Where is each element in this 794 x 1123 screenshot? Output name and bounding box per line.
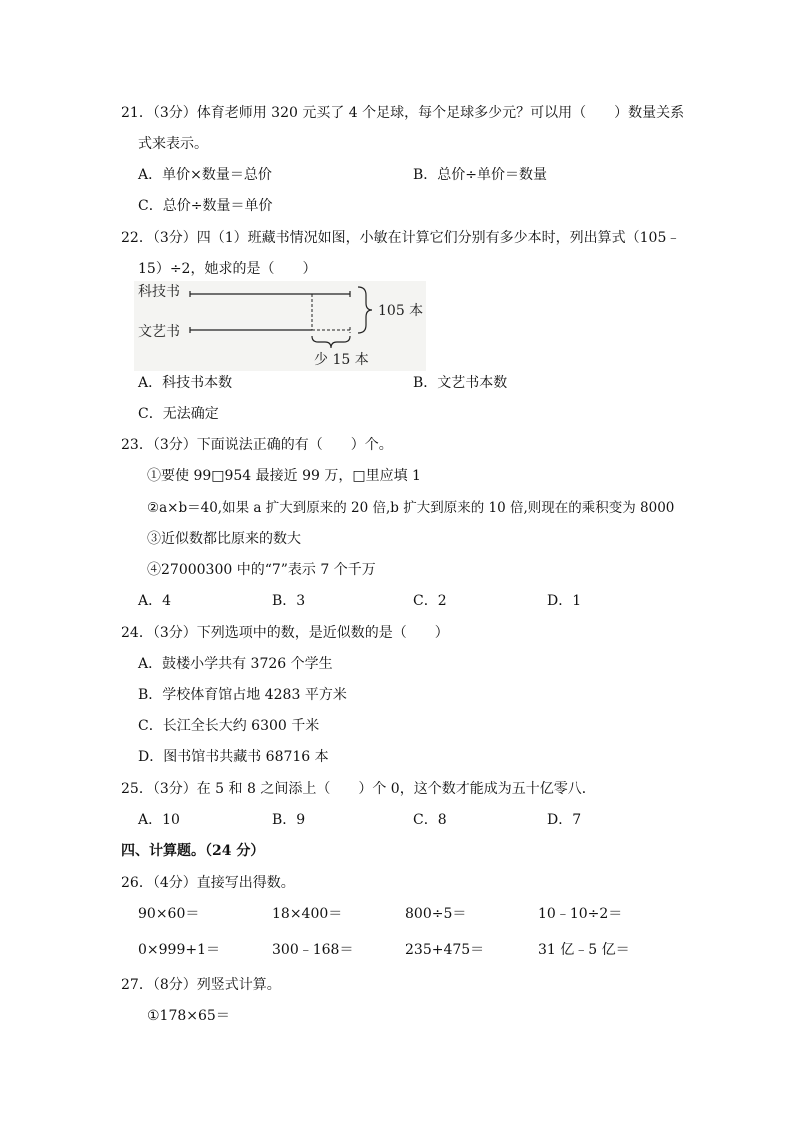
literature-bar	[190, 327, 312, 333]
q26-calc-3: 800÷5＝	[405, 906, 467, 922]
q23-option-a: A．4	[138, 593, 172, 609]
q21-stem-cont: 式来表示。	[138, 136, 208, 152]
q21-option-c: C．总价÷数量＝单价	[138, 198, 273, 214]
q22-option-b: B．文艺书本数	[413, 375, 508, 391]
q27-item-1: ①178×65＝	[147, 1008, 230, 1024]
q26-calc-4: 10﹣10÷2＝	[538, 906, 623, 922]
q23-stem: 23．（3分）下面说法正确的有（ ）个。	[121, 437, 393, 453]
q24-option-b: B．学校体育馆占地 4283 平方米	[138, 687, 347, 703]
difference-dashed	[312, 294, 350, 333]
q26-calc-8: 31 亿﹣5 亿＝	[538, 942, 630, 958]
q23-statement-3: ③近似数都比原来的数大	[147, 531, 301, 547]
diagram-label-literature: 文艺书	[138, 324, 180, 340]
q22-stem-cont: 15）÷2，她求的是（ ）	[138, 261, 317, 277]
q24-option-d: D．图书馆书共藏书 68716 本	[138, 749, 329, 765]
q26-calc-7: 235+475＝	[405, 942, 485, 958]
q23-statement-2: ②a×b＝40,如果 a 扩大到原来的 20 倍,b 扩大到原来的 10 倍,则现在的乘积变为 8000	[147, 500, 675, 516]
q21-option-b: B．总价÷单价＝数量	[413, 167, 548, 183]
difference-brace	[312, 336, 350, 348]
q27-stem: 27．（8分）列竖式计算。	[121, 977, 281, 993]
q21-option-a: A．单价×数量＝总价	[138, 167, 272, 183]
q25-stem: 25．（3分）在 5 和 8 之间添上（ ）个 0，这个数才能成为五十亿零八．	[121, 781, 596, 797]
q26-calc-2: 18×400＝	[272, 906, 343, 922]
science-bar	[190, 291, 350, 297]
q21-stem: 21．（3分）体育老师用 320 元买了 4 个足球，每个足球多少元？可以用（ ）数量关系	[121, 105, 685, 121]
q25-option-c: C．8	[413, 812, 447, 828]
total-brace	[358, 287, 372, 333]
section-4-title: 四、计算题。（24 分）	[121, 843, 265, 859]
q23-statement-4: ④27000300 中的“7”表示 7 个千万	[147, 562, 376, 578]
q25-option-d: D．7	[547, 812, 582, 828]
q23-option-b: B．3	[272, 593, 306, 609]
q24-option-c: C．长江全长大约 6300 千米	[138, 718, 320, 734]
q26-calc-5: 0×999+1＝	[138, 942, 220, 958]
q24-option-a: A．鼓楼小学共有 3726 个学生	[138, 656, 333, 672]
q25-option-a: A．10	[138, 812, 180, 828]
diagram-diff-label: 少 15 本	[314, 352, 369, 368]
diagram-label-science: 科技书	[138, 284, 180, 300]
q23-statement-1: ①要使 99□954 最接近 99 万，□里应填 1	[147, 468, 421, 484]
q22-option-a: A．科技书本数	[138, 375, 233, 391]
q24-stem: 24．（3分）下列选项中的数，是近似数的是（ ）	[121, 625, 449, 641]
q26-calc-1: 90×60＝	[138, 906, 200, 922]
q23-option-d: D．1	[547, 593, 582, 609]
q26-calc-6: 300﹣168＝	[272, 942, 354, 958]
q26-stem: 26．（4分）直接写出得数。	[121, 875, 295, 891]
q25-option-b: B．9	[272, 812, 306, 828]
q22-stem: 22．（3分）四（1）班藏书情况如图，小敏在计算它们分别有多少本时，列出算式（105﹣	[121, 230, 681, 246]
q22-option-c: C．无法确定	[138, 406, 219, 422]
diagram-total-label: 105 本	[378, 303, 424, 319]
q23-option-c: C．2	[413, 593, 447, 609]
book-comparison-diagram	[134, 281, 426, 371]
